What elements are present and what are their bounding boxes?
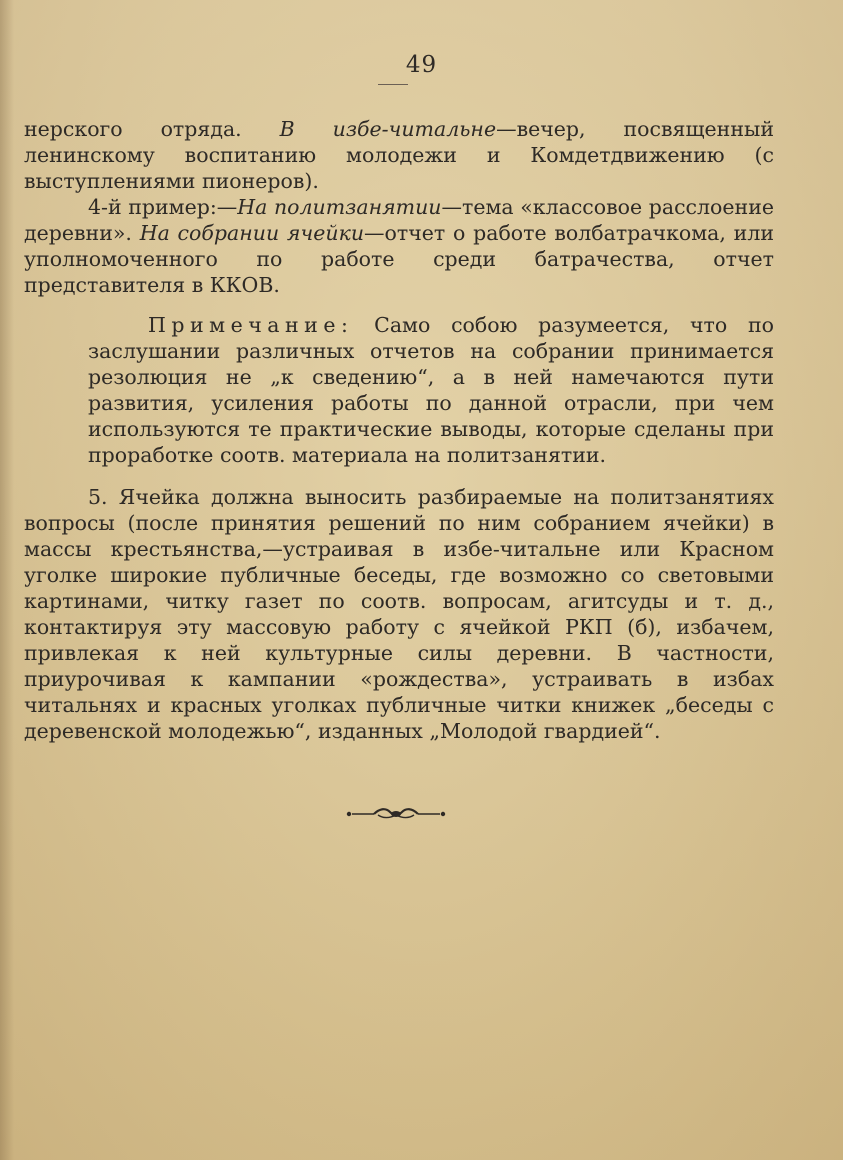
paragraph-2-text-b: —тема «классовое расслоение деревни».: [24, 195, 774, 245]
page-edge-shadow: [0, 0, 14, 1160]
paragraph-2-text-c: —отчет о работе волбатрачкома, или уполномоченного по работе среди батрачества, отчет представителя в ККОВ.: [24, 221, 775, 297]
note-paragraph: [88, 312, 774, 468]
note-label: Примечание:: [148, 313, 354, 337]
paragraph-1-text-b: —вечер, посвященный ленинскому воспитанию молодежи и Комдетдвижению (с выступлениями пионеров).: [24, 117, 774, 193]
paragraph-1-text-a: нерского отряда.: [24, 117, 280, 141]
note-text: Само собою разумеется, что по заслушании различных отчетов на собрании принимается резолюция не „к сведению“, а в ней намечаются пути развития, усиления работы по данной отрасли, при чем используются те практические выводы, которые сделаны при проработке соотв. материала на политзанятии.: [88, 313, 774, 467]
paragraph-5: 5. Ячейка должна выносить разбираемые на политзанятиях вопросы (после принятия решений по ним собранием ячейки) в массы крестьянства,—устраивая в избе-читальне или Красном уголке широкие публичные беседы, где возможно со световыми картинами, читку газет по соотв. вопросам, агитсуды и т. д., контактируя эту массовую работу с ячейкой РКП (б), избачем, привлекая к ней культурные силы деревни. В частности, приурочивая к кампании «рождества», устраивать в избах читальнях и красных уголках публичные читки книжек „беседы с деревенской молодежью“, изданных „Молодой гвардией“.: [24, 485, 774, 743]
paragraph-1: [24, 116, 774, 194]
paragraph-2-italic-b: На собрании ячейки: [139, 221, 365, 245]
paragraph-1-italic-a: В избе-читальне: [279, 117, 497, 141]
paragraph-2-text-a: 4-й пример:—: [88, 195, 238, 219]
page-number: 49: [405, 52, 438, 78]
end-ornament-icon: [344, 806, 448, 822]
page-number-underline: [378, 84, 408, 85]
paragraph-2-italic-a: На политзанятии: [237, 195, 442, 219]
paragraph-2: [24, 194, 774, 298]
